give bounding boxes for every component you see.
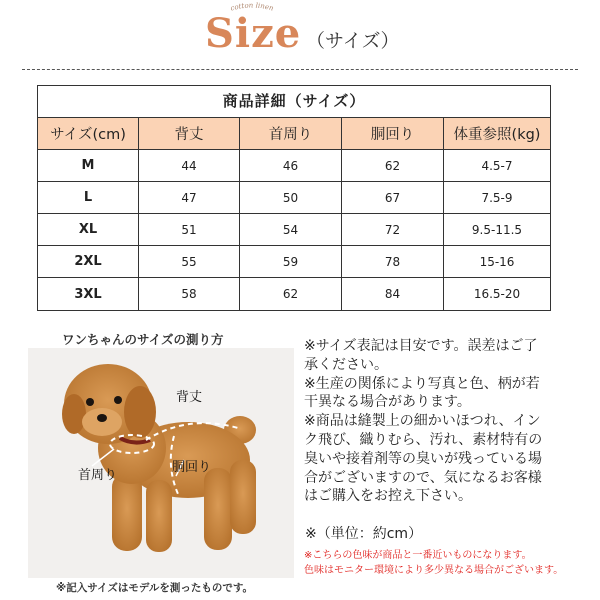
neck-cell: 62 xyxy=(240,278,342,310)
color-note-line: 色味はモニター環境により多少異なる場合がございます。 xyxy=(304,564,564,576)
dashed-divider xyxy=(22,69,578,70)
column-header-chest: 胴回り xyxy=(342,118,444,149)
table-row xyxy=(38,150,550,182)
column-header-back: 背丈 xyxy=(139,118,240,149)
dog-measure-image xyxy=(28,348,294,578)
chest-cell: 67 xyxy=(342,182,444,213)
note-line: 承ください。 xyxy=(304,356,388,373)
neck-cell: 50 xyxy=(240,182,342,213)
table-row xyxy=(38,182,550,214)
neck-cell: 59 xyxy=(240,246,342,277)
back-cell: 44 xyxy=(139,150,240,181)
model-note: ※記入サイズはモデルを測ったものです。 xyxy=(56,582,254,594)
cotton-linen-text: cotton linen xyxy=(229,2,275,13)
back-cell: 51 xyxy=(139,214,240,245)
weight-cell: 4.5-7 xyxy=(481,158,513,173)
weight-cell: 7.5-9 xyxy=(481,190,513,205)
chest-cell: 84 xyxy=(342,278,444,310)
weight-cell: 15-16 xyxy=(479,254,515,269)
note-line: ※サイズ表記は目安です。誤差はご了 xyxy=(304,338,538,354)
table-row xyxy=(38,278,550,310)
column-header-size: サイズ(cm) xyxy=(38,118,139,149)
size-cell: XL xyxy=(38,214,139,245)
back-cell: 47 xyxy=(139,182,240,213)
neck-cell: 54 xyxy=(240,214,342,245)
weight-cell: 16.5-20 xyxy=(473,287,521,301)
note-line: 干異なる場合があります。 xyxy=(304,394,471,411)
dog-illustration xyxy=(28,348,294,578)
note-line: はご購入をお控え下さい。 xyxy=(304,488,472,505)
table-row xyxy=(38,246,550,278)
neck-cell: 46 xyxy=(240,150,342,181)
size-cell: L xyxy=(38,182,139,213)
chest-cell: 72 xyxy=(342,214,444,245)
table-caption: 商品詳細（サイズ） xyxy=(38,86,550,118)
size-subtitle: （サイズ） xyxy=(306,30,400,52)
size-cell: M xyxy=(38,150,139,181)
measure-title: ワンちゃんのサイズの測り方 xyxy=(62,332,224,347)
color-note-line: ※こちらの色味が商品と一番近いものになります。 xyxy=(304,550,532,561)
chest-cell: 62 xyxy=(342,150,444,181)
color-notes xyxy=(304,549,598,578)
header xyxy=(0,0,600,70)
note-line: ※生産の関係により写真と色、柄が若 xyxy=(304,375,540,392)
note-line: ク飛び、織りむら、汚れ、素材特有の xyxy=(304,431,543,448)
unit-note: ※（単位：約cm） xyxy=(305,526,423,542)
back-cell: 58 xyxy=(139,278,240,310)
table-row xyxy=(38,214,550,246)
table-header-row xyxy=(38,118,550,150)
column-header-neck: 首周り xyxy=(240,118,342,149)
size-cell: 3XL xyxy=(38,278,139,310)
size-cell: 2XL xyxy=(38,246,139,277)
note-line: 合がございますので、気になるお客様 xyxy=(304,469,542,486)
chest-label: 胴回り xyxy=(172,460,212,475)
note-line: ※商品は縫製上の細かいほつれ、イン xyxy=(304,413,541,430)
column-header-weight: 体重参照(kg) xyxy=(453,127,541,143)
weight-cell: 9.5-11.5 xyxy=(471,222,523,237)
back-cell: 55 xyxy=(139,246,240,277)
size-table xyxy=(37,85,551,311)
size-title: Size xyxy=(205,10,302,57)
note-line: 臭いや接着剤等の臭いが残っている場 xyxy=(304,450,542,467)
chest-cell: 78 xyxy=(342,246,444,277)
neck-label: 首周り xyxy=(78,468,118,483)
back-length-label: 背丈 xyxy=(176,390,203,405)
notes-block xyxy=(304,337,596,506)
